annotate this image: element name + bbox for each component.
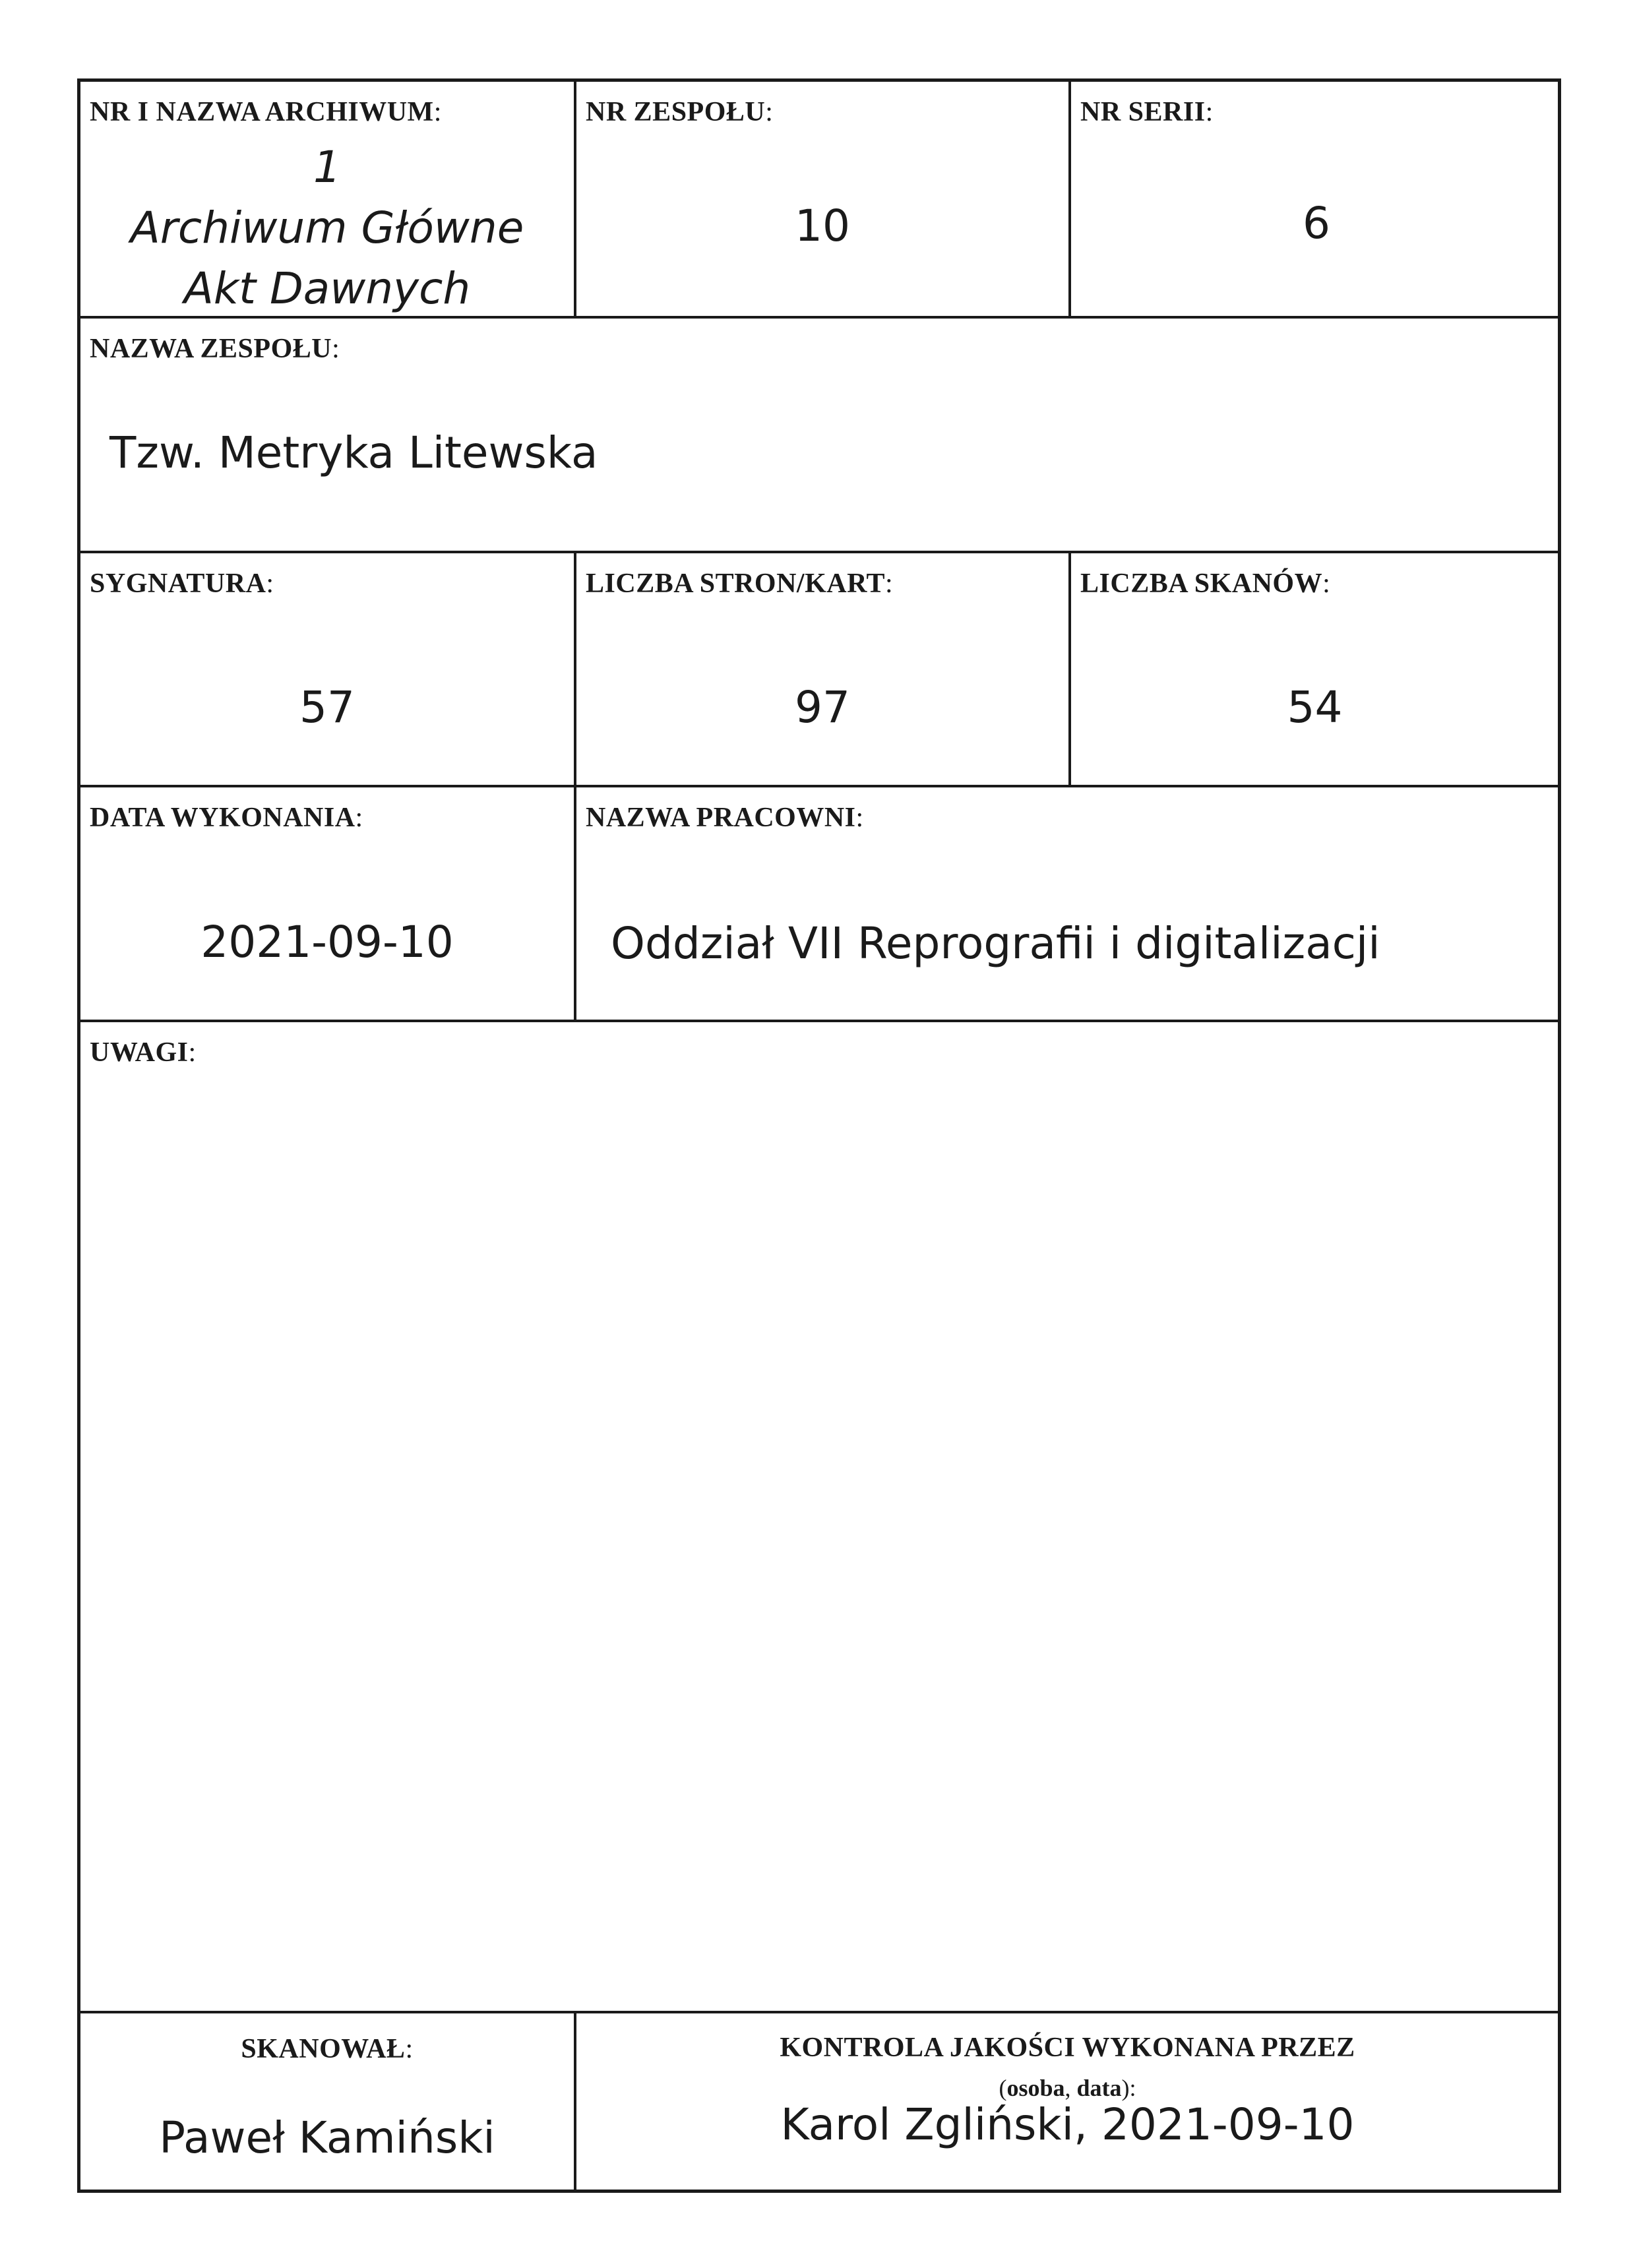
fonds-number-value: 10 [795,200,850,251]
series-number-cell [1068,82,1562,316]
scanned-by-value: Paweł Kamiński [159,2112,495,2163]
quality-control-label: KONTROLA JAKOŚCI WYKONANA PRZEZ [780,2033,1355,2063]
scanned-by-label: SKANOWAŁ: [241,2034,414,2064]
remarks-label: UWAGI: [90,1037,197,1068]
date-label: DATA WYKONANIA: [90,803,363,833]
scans-value: 54 [1287,682,1343,733]
scanned-by-cell [80,2011,574,2190]
archive-value [80,137,574,319]
workshop-label: NAZWA PRACOWNI: [586,803,864,833]
remarks-cell [80,1020,1558,2011]
fonds-number-label: NR ZESPOŁU: [586,97,774,127]
archive-name-line2: Akt Dawnych [183,263,471,314]
quality-control-cell [574,2011,1558,2190]
scans-label: LICZBA SKANÓW: [1080,568,1331,599]
quality-control-sublabel: (osoba, data): [999,2075,1136,2101]
quality-control-value: Karol Zgliński, 2021-09-10 [780,2099,1355,2150]
fonds-name-cell [80,316,1558,551]
metadata-form [77,78,1561,2193]
series-number-label: NR SERII: [1080,97,1214,127]
scans-cell [1068,551,1558,785]
series-number-value: 6 [1303,198,1330,249]
archive-cell [80,82,574,316]
pages-label: LICZBA STRON/KART: [586,568,894,599]
archive-name-line1: Archiwum Główne [130,202,524,253]
archive-number: 1 [313,142,341,193]
fonds-name-value: Tzw. Metryka Litewska [109,427,598,478]
workshop-value: Oddział VII Reprografii i digitalizacji [611,918,1380,969]
signature-value: 57 [299,682,355,733]
workshop-cell [574,785,1558,1020]
archive-label: NR I NAZWA ARCHIWUM: [90,97,442,127]
pages-value: 97 [795,682,850,733]
fonds-name-label: NAZWA ZESPOŁU: [90,334,340,364]
fonds-number-cell [574,82,1068,316]
signature-cell [80,551,574,785]
signature-label: SYGNATURA: [90,568,274,599]
date-cell [80,785,574,1020]
pages-cell [574,551,1068,785]
date-value: 2021-09-10 [201,917,454,967]
